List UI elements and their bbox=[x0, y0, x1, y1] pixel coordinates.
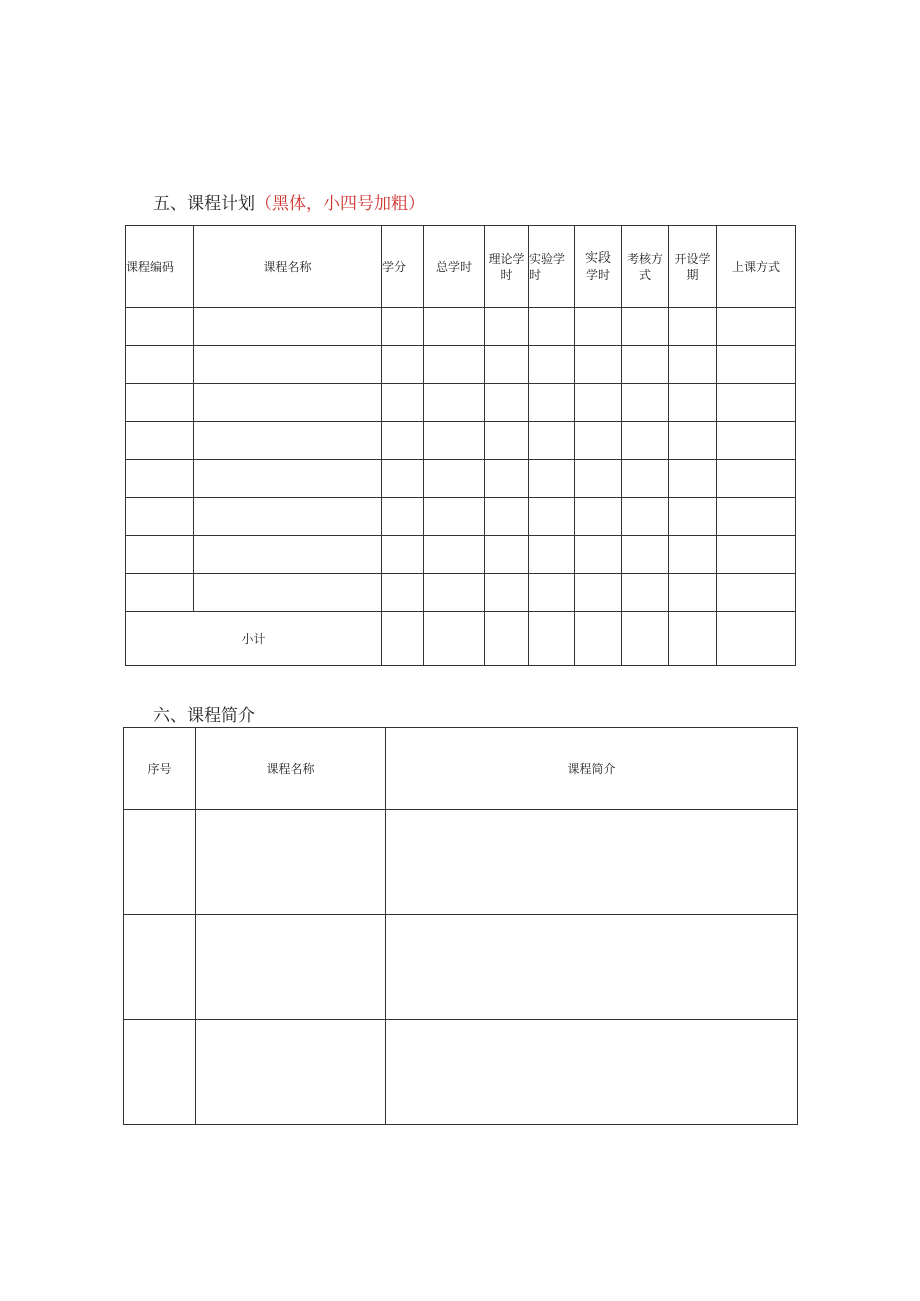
header-semester: 开设学 期 bbox=[669, 226, 717, 308]
plan-header-row bbox=[126, 226, 796, 308]
header-theory-hours: 理论学 时 bbox=[485, 226, 529, 308]
table-row bbox=[126, 574, 796, 612]
header-credit: 学分 bbox=[382, 226, 424, 308]
header-index: 序号 bbox=[124, 728, 196, 810]
table-row bbox=[126, 384, 796, 422]
plan-title-note: （黑体，小四号加粗） bbox=[255, 194, 425, 214]
table-row bbox=[126, 346, 796, 384]
intro-header-row bbox=[124, 728, 798, 810]
table-row bbox=[124, 1020, 798, 1125]
table-row bbox=[126, 536, 796, 574]
header-teaching-mode: 上课方式 bbox=[717, 226, 796, 308]
header-total-hours: 总学时 bbox=[424, 226, 485, 308]
table-row bbox=[126, 460, 796, 498]
header-practice-hours: 实段 学时 bbox=[575, 226, 622, 308]
intro-section-title: 六、课程简介 bbox=[153, 706, 255, 726]
table-row bbox=[126, 498, 796, 536]
header-course-code: 课程编码 bbox=[126, 226, 194, 308]
subtotal-row bbox=[126, 612, 796, 666]
table-row bbox=[126, 422, 796, 460]
table-row bbox=[126, 308, 796, 346]
subtotal-label: 小计 bbox=[126, 612, 382, 666]
plan-title-text: 五、课程计划 bbox=[153, 194, 255, 214]
header-course-description: 课程简介 bbox=[386, 728, 798, 810]
course-plan-table bbox=[125, 225, 796, 666]
header-intro-course-name: 课程名称 bbox=[196, 728, 386, 810]
course-intro-table bbox=[123, 727, 798, 1125]
table-row bbox=[124, 810, 798, 915]
plan-section-title bbox=[153, 194, 425, 214]
table-row bbox=[124, 915, 798, 1020]
header-course-name: 课程名称 bbox=[194, 226, 382, 308]
header-lab-hours: 实验学 时 bbox=[529, 226, 575, 308]
header-exam-method: 考核方 式 bbox=[622, 226, 669, 308]
